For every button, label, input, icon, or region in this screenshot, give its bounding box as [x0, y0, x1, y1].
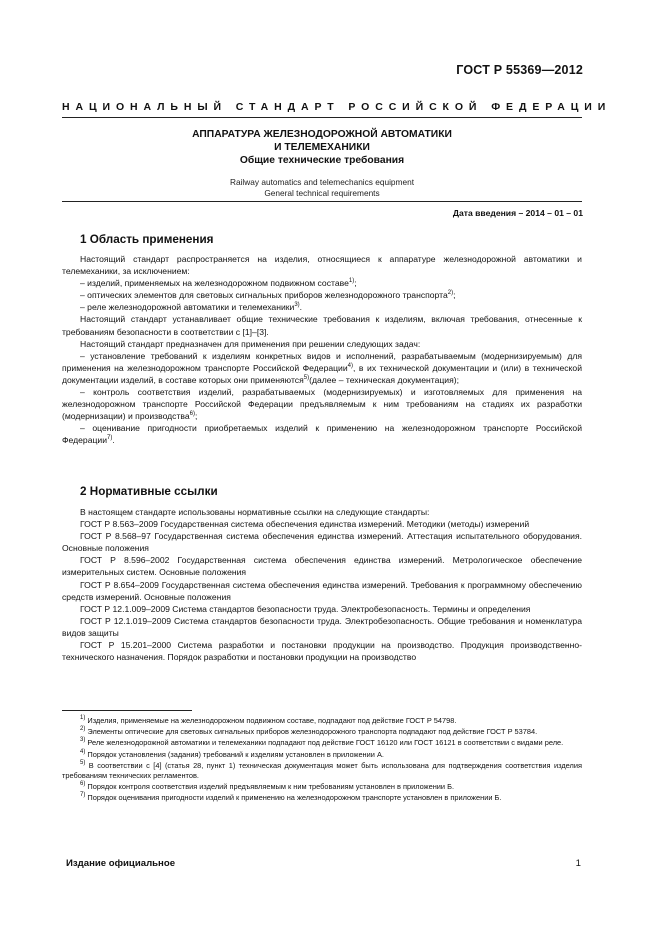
paragraph: – реле железнодорожной автоматики и телемеханики$^{3)}$. [80, 302, 303, 313]
date-of-introduction: Дата введения – 2014 – 01 – 01 [452, 208, 583, 218]
paragraph: – оценивание пригодности приобретаемых изделий к применению на железнодорожном транспорте Российской Федерации$^{7)}$. [62, 423, 582, 446]
reference-item: ГОСТ Р 15.201–2000 Система разработки и постановки продукции на производство. Продукция производственно-технического назначения. Порядок разработки и постановки продукции на производство [62, 640, 582, 663]
paragraph: – контроль соответствия изделий, разрабатываемых (модернизируемых) и изготовляемых для применения на железнодорожном транспорте Российской Федерации предъявляемым к ним требованиям на стадиях их разработки (модернизации) и производства$^{6)}$; [62, 387, 582, 422]
reference-item: ГОСТ Р 8.596–2002 Государственная система обеспечения единства измерений. Метрологическое обеспечение измерительных систем. Основные положения [62, 555, 582, 578]
section-1-heading: 1 Область применения [80, 233, 214, 246]
section-2-heading: 2 Нормативные ссылки [80, 485, 218, 498]
reference-item: ГОСТ Р 8.568–97 Государственная система обеспечения единства измерений. Аттестация испытательного оборудования. Основные положения [62, 531, 582, 554]
reference-item: ГОСТ Р 12.1.009–2009 Система стандартов безопасности труда. Электробезопасность. Термины и определения [80, 603, 531, 614]
footnote-separator [62, 710, 192, 711]
footnote: $^{3)}$ Реле железнодорожной автоматики и телемеханики подпадают под действие ГОСТ 16120 или ГОСТ 16121 в соответствии с видами реле. [80, 737, 564, 748]
paragraph: Настоящий стандарт устанавливает общие технические требования к изделиям, включая требования, отнесенные к требованиям безопасности в соответствии с [1]–[3]. [62, 314, 582, 337]
footnote: $^{7)}$ Порядок оценивания пригодности изделий к применению на железнодорожном транспорте установлен в приложении Б. [80, 792, 502, 803]
reference-item: ГОСТ Р 12.1.019–2009 Система стандартов безопасности труда. Электробезопасность. Общие требования и номенклатура видов защиты [62, 615, 582, 638]
footnote: $^{1)}$ Изделия, применяемые на железнодорожном подвижном составе, подпадают под действие ГОСТ Р 54798. [80, 715, 457, 725]
paragraph: Настоящий стандарт предназначен для применения при решении следующих задач: [80, 338, 421, 349]
section-1-body [62, 253, 582, 447]
footnote: $^{5)}$ В соответствии с [4] (статья 28, пункт 1) техническая документация может быть использована для подтверждения соответствия изделия требованиям технических регламентов. [62, 759, 582, 781]
paragraph: В настоящем стандарте использованы нормативные ссылки на следующие стандарты: [80, 507, 430, 517]
title-line-3: Общие технические требования [239, 155, 405, 166]
title-line-1: АППАРАТУРА ЖЕЛЕЗНОДОРОЖНОЙ АВТОМАТИКИ [192, 129, 452, 140]
footnotes [62, 716, 582, 805]
reference-item: ГОСТ Р 8.563–2009 Государственная система обеспечения единства измерений. Методики (методы) измерений [80, 519, 530, 530]
title-en-2: General technical requirements [264, 188, 380, 198]
title-line-2: И ТЕЛЕМЕХАНИКИ [274, 142, 370, 153]
title-rule [62, 201, 582, 202]
section-2-body [62, 506, 582, 663]
paragraph: – оптических элементов для световых сигнальных приборов железнодорожного транспорта$^{2)}$; [80, 290, 456, 301]
title-en-1: Railway automatics and telemechanics equipment [229, 177, 414, 187]
footnote: $^{6)}$ Порядок контроля соответствия изделий предъявляемым к ним требованиям установлен в приложении Б. [80, 781, 455, 792]
paragraph: Настоящий стандарт распространяется на изделия, относящиеся к аппаратуре железнодорожной автоматики и телемеханики, за исключением: [62, 254, 582, 277]
banner-rule [62, 117, 582, 118]
footnote: $^{2)}$ Элементы оптические для световых сигнальных приборов железнодорожного транспорта подпадают под действие ГОСТ Р 53784. [80, 726, 538, 737]
reference-item: ГОСТ Р 8.654–2009 Государственная система обеспечения единства измерений. Требования к программному обеспечению средств измерений. Основные положения [62, 579, 582, 602]
paragraph: – изделий, применяемых на железнодорожном подвижном составе$^{1)}$; [80, 278, 357, 289]
national-standard-banner: НАЦИОНАЛЬНЫЙ СТАНДАРТ РОССИЙСКОЙ ФЕДЕРАЦИИ [62, 101, 612, 113]
official-edition-label: Издание официальное [66, 858, 176, 869]
footnote: $^{4)}$ Порядок установления (задания) требований к изделиям установлен в приложении А. [80, 748, 384, 759]
paragraph: – установление требований к изделиям конкретных видов и исполнений, разрабатываемым (модернизируемым) для применения на железнодорожном транспорте Российской Федерации$^{4)}$, в их технической документации и (или) в технической документации изделий, в составе которых они применяются$^{5)}$(далее – техническая документация); [62, 350, 582, 385]
document-code: ГОСТ Р 55369—2012 [456, 63, 583, 77]
page-number: 1 [575, 858, 581, 869]
